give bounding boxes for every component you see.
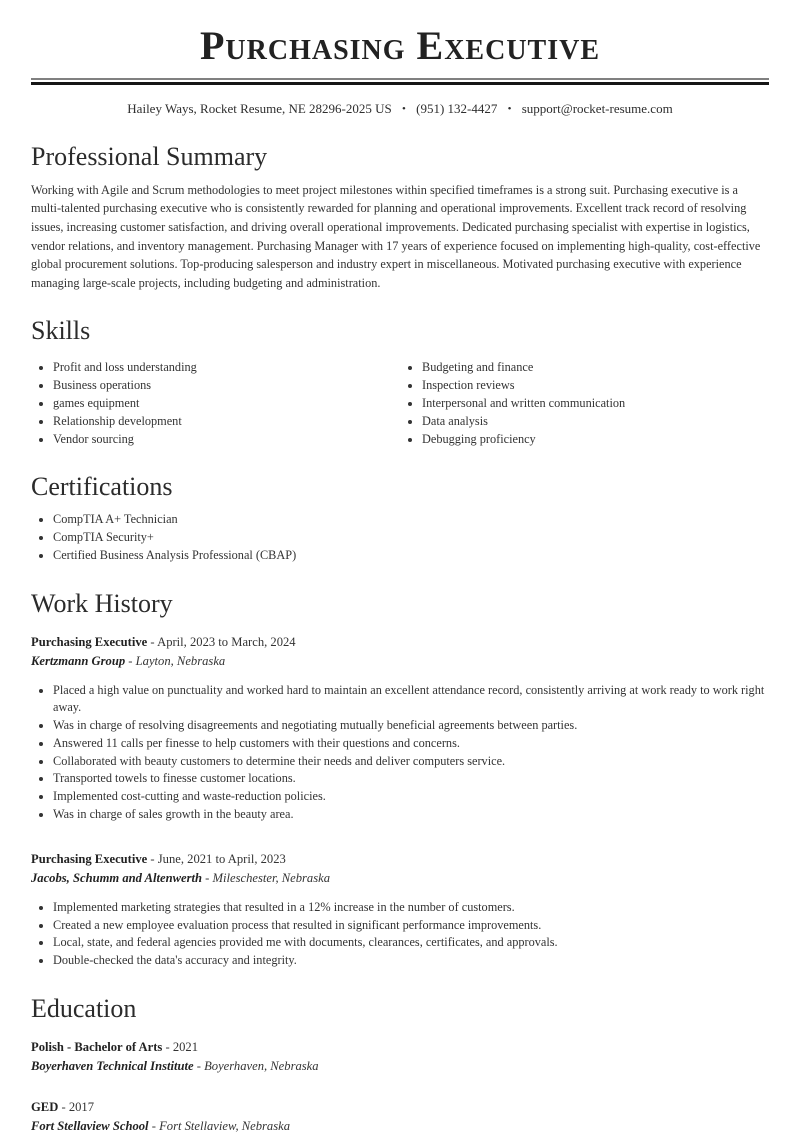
certifications-list (31, 511, 769, 564)
education-location: Boyerhaven, Nebraska (204, 1058, 319, 1073)
skill-item: • Business operations (53, 377, 400, 395)
education-year: 2017 (68, 1099, 94, 1114)
skills-list-right (400, 359, 769, 448)
contact-phone: (951) 132-4427 (416, 101, 498, 116)
job-entry (31, 850, 769, 970)
skills-list-left (31, 359, 400, 448)
job-bullet-list (31, 682, 769, 824)
professional-summary-text: Working with Agile and Scrum methodologies to meet project milestones within specified timeframes is a strong suit. Purchasing executive is a multi-talented purchasing executive who is consistently rewarded for planning and operational improvements. Excellent track record of resolving issues, increasing customer satisfaction, and driving overall operational improvements. Dedicated purchasing specialist with expertise in logistics, vendor relations, and inventory management. Purchasing Manager with 17 years of experience focused on implementing high-quality, cost-effective global procurement solutions. Top-producing salesperson and industry expert in miscellaneous. Motivated purchasing executive with experience managing large-scale projects, including budgeting and administration. (31, 182, 761, 290)
contact-line (31, 101, 769, 118)
job-bullet: • Implemented marketing strategies that resulted in a 12% increase in the number of customers. (53, 899, 769, 917)
skill-item: • Profit and loss understanding (53, 359, 400, 377)
page-title: Purchasing Executive (199, 23, 601, 68)
skill-item: • games equipment (53, 395, 400, 413)
education-entry (31, 1098, 769, 1136)
education-school-line (31, 1117, 769, 1136)
job-title-line (31, 850, 769, 869)
job-title: Purchasing Executive (31, 634, 148, 649)
job-company: Jacobs, Schumm and Altenwerth (31, 870, 202, 885)
job-bullet: • Transported towels to finesse customer locations. (53, 770, 769, 788)
job-dates: April, 2023 to March, 2024 (157, 634, 296, 649)
job-title: Purchasing Executive (31, 851, 148, 866)
education-degree-line (31, 1098, 769, 1117)
education-school: Fort Stellaview School (31, 1118, 149, 1133)
skills-columns (31, 355, 769, 448)
education-degree: GED (31, 1099, 59, 1114)
section-heading-professional-summary: Professional Summary (31, 142, 268, 171)
contact-separator-dot: • (507, 103, 512, 115)
certification-item: • CompTIA Security+ (53, 529, 769, 547)
dash-separator: - (61, 1099, 66, 1114)
job-bullet: • Collaborated with beauty customers to determine their needs and deliver computers service. (53, 753, 769, 771)
education-degree: Polish - Bachelor of Arts (31, 1039, 163, 1054)
section-heading-education: Education (31, 994, 137, 1024)
dash-separator: - (150, 851, 155, 866)
job-dates: June, 2021 to April, 2023 (157, 851, 286, 866)
dash-separator: - (128, 653, 133, 668)
job-bullet: • Answered 11 calls per finesse to help customers with their questions and concerns. (53, 735, 769, 753)
dash-separator: - (165, 1039, 170, 1054)
dash-separator: - (205, 870, 210, 885)
job-bullet: • Was in charge of resolving disagreements and negotiating mutually beneficial agreements between parties. (53, 717, 769, 735)
job-company: Kertzmann Group (31, 653, 126, 668)
skill-item: • Data analysis (422, 413, 769, 431)
job-bullet: • Double-checked the data's accuracy and integrity. (53, 952, 769, 970)
job-location: Layton, Nebraska (135, 653, 226, 668)
skill-item: • Debugging proficiency (422, 431, 769, 449)
certification-item: • Certified Business Analysis Professional (CBAP) (53, 547, 769, 565)
education-school-line (31, 1057, 769, 1076)
contact-separator-dot: • (402, 103, 406, 115)
skill-item: • Relationship development (53, 413, 400, 431)
job-company-line (31, 869, 769, 888)
education-degree-line (31, 1038, 769, 1057)
contact-email: support@rocket-resume.com (521, 101, 673, 116)
job-bullet: • Created a new employee evaluation process that resulted in significant performance improvements. (53, 917, 769, 935)
job-bullet-list (31, 899, 769, 970)
dash-separator: - (151, 1118, 156, 1133)
dash-separator: - (150, 634, 155, 649)
skill-item: • Budgeting and finance (422, 359, 769, 377)
education-entry (31, 1038, 769, 1076)
education-location: Fort Stellaview, Nebraska (159, 1118, 291, 1133)
job-bullet: • Implemented cost-cutting and waste-reduction policies. (53, 788, 769, 806)
education-year: 2021 (172, 1039, 198, 1054)
job-title-line (31, 633, 769, 652)
header-divider (31, 78, 769, 85)
section-heading-skills: Skills (31, 316, 91, 346)
job-bullet: • Was in charge of sales growth in the beauty area. (53, 806, 769, 824)
dash-separator: - (196, 1058, 201, 1073)
section-heading-certifications: Certifications (31, 472, 173, 502)
job-bullet: • Local, state, and federal agencies provided me with documents, clearances, certificates, and approvals. (53, 934, 769, 952)
job-entry (31, 633, 769, 824)
job-company-line (31, 652, 769, 671)
certification-item: • CompTIA A+ Technician (53, 511, 769, 529)
education-school: Boyerhaven Technical Institute (31, 1058, 194, 1073)
section-heading-work-history: Work History (31, 588, 173, 618)
job-bullet: • Placed a high value on punctuality and worked hard to maintain an excellent attendance record, consistently arriving at work ready to work right away. (53, 682, 769, 718)
resume-document (0, 23, 800, 1133)
skill-item: • Interpersonal and written communication (422, 395, 769, 413)
skill-item: • Inspection reviews (422, 377, 769, 395)
contact-address: Hailey Ways, Rocket Resume, NE 28296-2025 US (127, 101, 392, 116)
skill-item: • Vendor sourcing (53, 431, 400, 449)
job-location: Mileschester, Nebraska (212, 870, 331, 885)
